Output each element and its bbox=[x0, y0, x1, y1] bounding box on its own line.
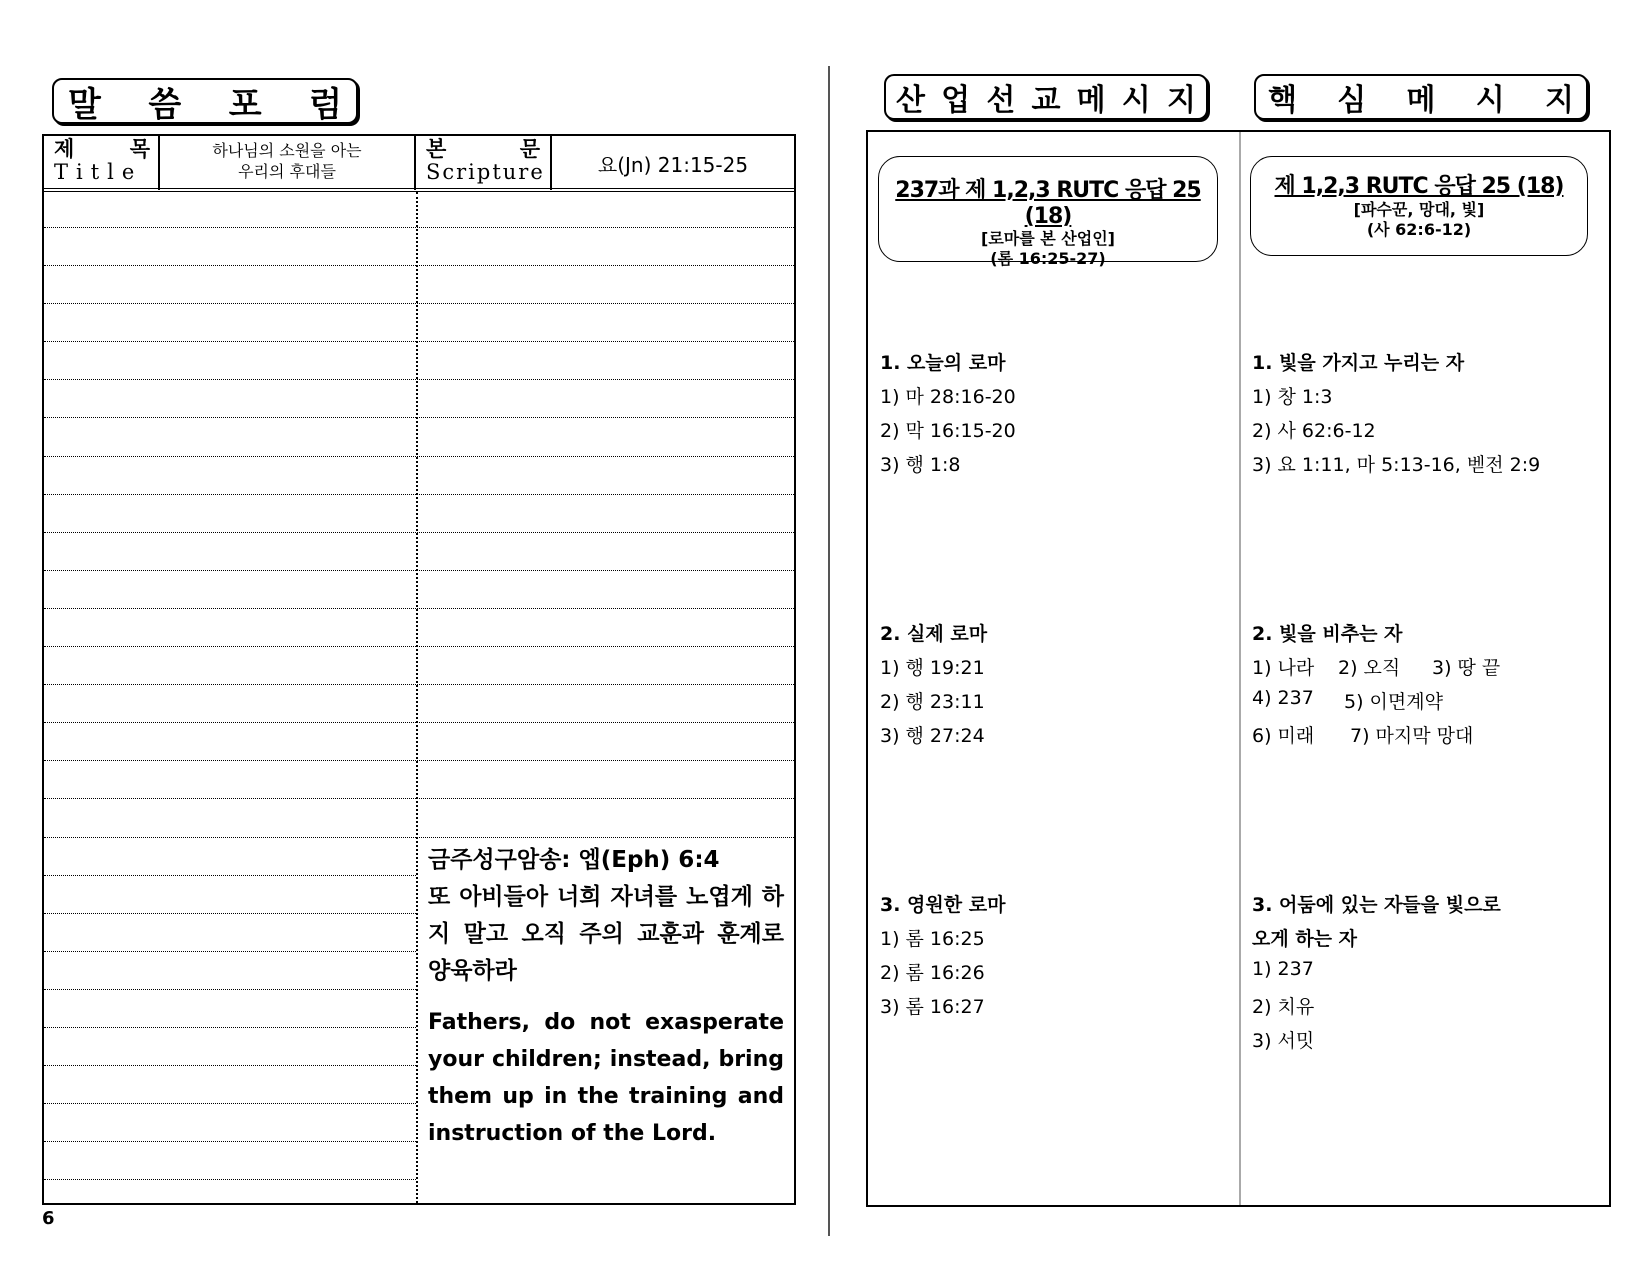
note-line bbox=[44, 722, 416, 723]
note-line bbox=[417, 265, 794, 266]
note-line bbox=[417, 417, 794, 418]
message-card bbox=[878, 156, 1218, 268]
note-line bbox=[44, 570, 416, 571]
section-title: 1. 오늘의 로마 bbox=[880, 352, 1006, 374]
header-divider bbox=[44, 188, 794, 192]
outline-item: 4) 237 bbox=[1252, 687, 1314, 709]
note-line bbox=[44, 798, 416, 799]
header-char: 지 bbox=[1166, 83, 1196, 118]
note-line bbox=[44, 989, 416, 990]
title-value-line: 하나님의 소원을 아는 bbox=[212, 141, 362, 160]
card-subtitle: [로마를 본 산업인] bbox=[981, 229, 1115, 248]
outline-item: 2) 오직 bbox=[1338, 657, 1401, 679]
header-char: 지 bbox=[1545, 83, 1574, 118]
note-line bbox=[44, 265, 416, 266]
note-line bbox=[417, 532, 794, 533]
title-label-char: 제 bbox=[54, 136, 75, 161]
section-title: 오게 하는 자 bbox=[1252, 928, 1357, 950]
forum-header-char: 포 bbox=[228, 84, 262, 125]
note-line bbox=[44, 875, 416, 876]
outline-item: 1) 롬 16:25 bbox=[880, 928, 985, 950]
note-line bbox=[417, 570, 794, 571]
note-line bbox=[44, 1027, 416, 1028]
outline-item: 3) 행 1:8 bbox=[880, 454, 961, 476]
header-char: 선 bbox=[986, 83, 1016, 118]
header-char: 시 bbox=[1121, 83, 1151, 118]
scripture-value: 요(Jn) 21:15-25 bbox=[597, 152, 749, 177]
outline-item: 2) 롬 16:26 bbox=[880, 962, 985, 984]
outline-item: 3) 롬 16:27 bbox=[880, 996, 985, 1018]
note-line bbox=[44, 837, 416, 838]
card-subtitle: [파수꾼, 망대, 빛] bbox=[1353, 200, 1485, 219]
note-line bbox=[44, 532, 416, 533]
message-outline-frame bbox=[866, 130, 1611, 1207]
outline-item: 1) 마 28:16-20 bbox=[880, 386, 1016, 408]
outline-item: 1) 237 bbox=[1252, 958, 1314, 980]
note-line bbox=[417, 494, 794, 495]
note-line bbox=[417, 227, 794, 228]
message-card bbox=[1250, 156, 1588, 256]
outline-item: 6) 미래 bbox=[1252, 725, 1315, 747]
note-line bbox=[417, 303, 794, 304]
note-line bbox=[417, 379, 794, 380]
column-divider bbox=[1239, 132, 1241, 1205]
note-line bbox=[44, 341, 416, 342]
forum-header bbox=[52, 78, 358, 124]
title-label-en: Title bbox=[54, 160, 143, 184]
outline-item: 5) 이면계약 bbox=[1344, 691, 1443, 713]
note-line bbox=[417, 684, 794, 685]
header-char: 심 bbox=[1337, 83, 1367, 118]
note-line bbox=[44, 1179, 416, 1180]
note-line bbox=[417, 722, 794, 723]
memory-verse-korean: 또 아비들아 너희 자녀를 노엽게 하지 말고 오직 주의 교훈과 훈계로 양육하라 bbox=[428, 884, 784, 984]
note-line bbox=[44, 379, 416, 380]
outline-item: 3) 요 1:11, 마 5:13-16, 벧전 2:9 bbox=[1252, 454, 1541, 476]
note-line bbox=[44, 646, 416, 647]
note-line bbox=[417, 608, 794, 609]
scripture-label-en: Scripture bbox=[426, 160, 545, 184]
title-value-cell bbox=[160, 136, 416, 190]
outline-item: 2) 치유 bbox=[1252, 996, 1315, 1018]
column-divider bbox=[416, 192, 418, 1203]
core-message-header bbox=[1254, 74, 1588, 120]
note-line bbox=[417, 456, 794, 457]
memory-verse-title: 금주성구암송: 엡(Eph) 6:4 bbox=[428, 847, 720, 873]
section-title: 3. 어둠에 있는 자들을 빛으로 bbox=[1252, 894, 1501, 916]
section-title: 1. 빛을 가지고 누리는 자 bbox=[1252, 352, 1465, 374]
forum-header-char: 씀 bbox=[148, 84, 182, 125]
title-value-line: 우리의 후대들 bbox=[238, 162, 336, 181]
scripture-value-cell bbox=[552, 136, 794, 190]
header-char: 핵 bbox=[1268, 83, 1297, 118]
note-line bbox=[44, 760, 416, 761]
note-line bbox=[417, 341, 794, 342]
section-title: 2. 실제 로마 bbox=[880, 623, 988, 645]
note-line bbox=[44, 417, 416, 418]
outline-item: 2) 행 23:11 bbox=[880, 691, 985, 713]
note-line bbox=[417, 837, 794, 838]
page-gutter bbox=[828, 66, 830, 1236]
note-line bbox=[44, 913, 416, 914]
title-label-cell bbox=[44, 136, 160, 190]
scripture-label-char: 문 bbox=[519, 136, 540, 161]
outline-item: 1) 창 1:3 bbox=[1252, 386, 1333, 408]
memory-verse-english: Fathers, do not exasperate your children; instead, bring them up in the training and instruction of the Lord. bbox=[428, 1010, 784, 1146]
note-line bbox=[44, 227, 416, 228]
header-char: 업 bbox=[941, 83, 971, 118]
card-title: 제 1,2,3 RUTC 응답 25 (18) bbox=[1274, 174, 1564, 199]
header-char: 교 bbox=[1031, 83, 1061, 118]
note-line bbox=[44, 684, 416, 685]
scripture-label-cell bbox=[416, 136, 552, 190]
note-line bbox=[44, 1141, 416, 1142]
title-label-char: 목 bbox=[129, 136, 150, 161]
note-line bbox=[44, 951, 416, 952]
section-title: 3. 영원한 로마 bbox=[880, 894, 1006, 916]
page-number: 6 bbox=[42, 1208, 55, 1229]
outline-item: 3) 서밋 bbox=[1252, 1030, 1315, 1052]
card-reference: (사 62:6-12) bbox=[1366, 220, 1472, 239]
scripture-label-char: 본 bbox=[426, 136, 447, 161]
note-line bbox=[44, 608, 416, 609]
note-line bbox=[417, 760, 794, 761]
note-line bbox=[44, 456, 416, 457]
card-reference: (롬 16:25-27) bbox=[990, 249, 1106, 268]
forum-header-char: 말 bbox=[68, 84, 101, 125]
section-title: 2. 빛을 비추는 자 bbox=[1252, 623, 1403, 645]
forum-header-char: 럼 bbox=[309, 84, 342, 125]
note-line bbox=[417, 646, 794, 647]
outline-item: 1) 행 19:21 bbox=[880, 657, 985, 679]
outline-item: 3) 행 27:24 bbox=[880, 725, 985, 747]
outline-item: 3) 땅 끝 bbox=[1432, 657, 1501, 679]
note-line bbox=[417, 798, 794, 799]
note-line bbox=[44, 1065, 416, 1066]
outline-item: 1) 나라 bbox=[1252, 657, 1315, 679]
note-line bbox=[44, 303, 416, 304]
header-char: 산 bbox=[896, 83, 925, 118]
header-char: 메 bbox=[1406, 83, 1436, 118]
header-char: 메 bbox=[1076, 83, 1106, 118]
sermon-notes-table bbox=[42, 134, 796, 1205]
note-line bbox=[44, 494, 416, 495]
card-title: 237과 제 1,2,3 RUTC 응답 25 (18) bbox=[895, 178, 1201, 229]
header-char: 시 bbox=[1475, 83, 1505, 118]
note-line bbox=[44, 1103, 416, 1104]
industrial-mission-header bbox=[884, 74, 1208, 120]
outline-item: 2) 막 16:15-20 bbox=[880, 420, 1016, 442]
outline-item: 2) 사 62:6-12 bbox=[1252, 420, 1376, 442]
outline-item: 7) 마지막 망대 bbox=[1350, 725, 1474, 747]
